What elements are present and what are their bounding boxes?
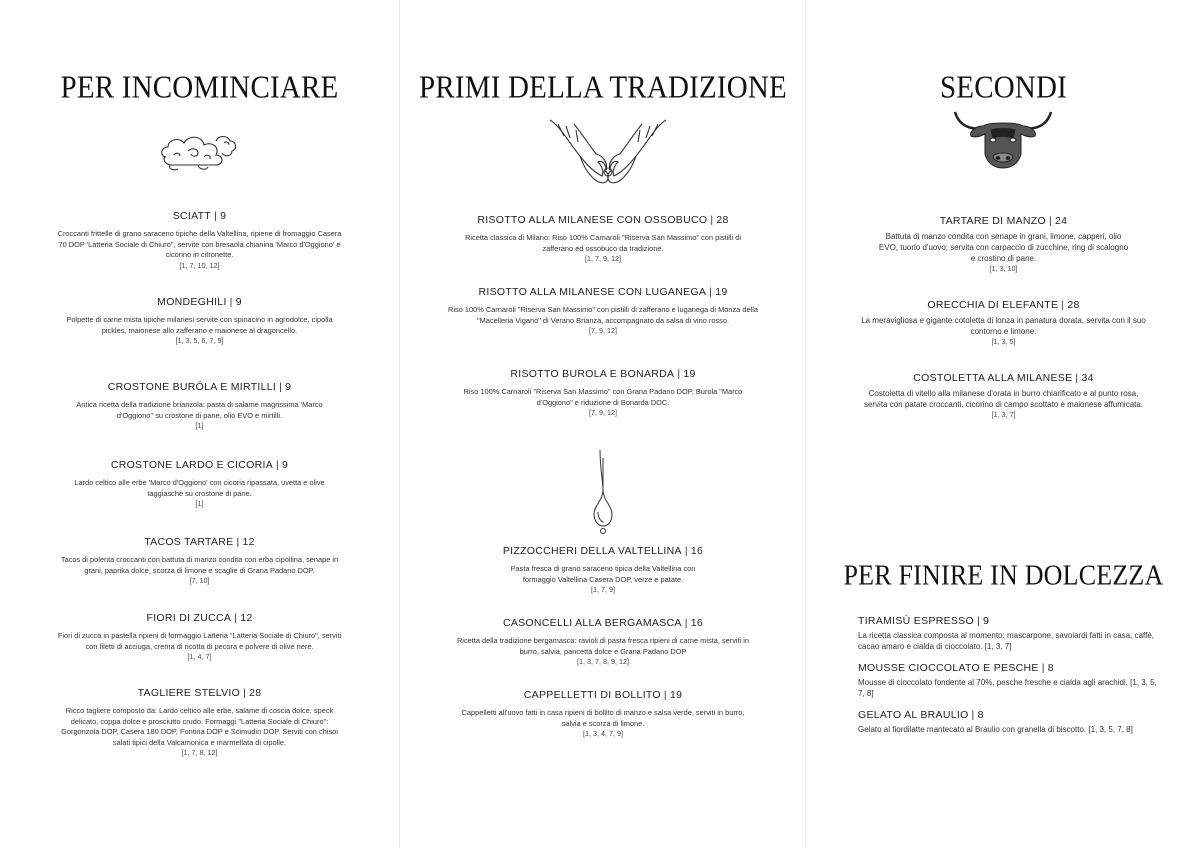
- item-price: 28: [1067, 299, 1080, 311]
- hands-illustration-icon: [546, 116, 670, 190]
- menu-item: [0, 209, 399, 271]
- item-allergens: [1, 3, 5, 6, 7, 9]: [175, 336, 224, 345]
- item-price: 16: [690, 545, 704, 557]
- item-name: TIRAMISÙ ESPRESSO: [858, 615, 974, 627]
- item-price: 12: [242, 536, 255, 548]
- item-description: Polpette di carne mista tipiche milanesi servite con spinacino in agrodolce, cipolla pickles, maionese allo zafferano e maionese al dragoncello.: [66, 315, 333, 335]
- item-description: Pasta fresca di grano saraceno tipica della Valtellina con formaggio Valtellina Casera DOP, verze e patate.: [510, 564, 696, 584]
- menu-item: [806, 214, 1200, 274]
- item-name: RISOTTO BUROLA E BONARDA: [510, 368, 675, 380]
- item-price: 28: [249, 687, 262, 699]
- item-allergens: [1, 7, 9]: [591, 585, 615, 594]
- separator: |: [234, 612, 238, 624]
- dessert-item: [858, 661, 1161, 699]
- menu-item: [400, 688, 806, 739]
- item-name: CROSTONE LARDO E CICORIA: [110, 459, 274, 471]
- separator: |: [214, 210, 218, 222]
- item-name: TACOS TARTARE: [144, 536, 234, 548]
- item-allergens: [1, 7, 8, 12]: [181, 748, 218, 757]
- separator: |: [276, 459, 280, 471]
- item-name: ORECCHIA DI ELEFANTE: [927, 299, 1059, 311]
- item-description: Tacos di polenta croccanti con battuta di manzo condita con erba cipollina, senape in grani, paprika dolce, scorza di limone e scaglie di Grana Padano DOP.: [60, 555, 339, 575]
- section-title: PRIMI DELLA TRADIZIONE: [419, 70, 787, 106]
- item-description: Ricetta classica di Milano: Riso 100% Carnaroli "Riserva San Massimo" con pistilli di zafferano ed ossobuco da tradizione.: [465, 233, 741, 253]
- item-name: CROSTONE BURÓLA E MIRTILLI: [107, 381, 277, 393]
- separator: |: [236, 536, 240, 548]
- separator: |: [229, 296, 233, 308]
- dessert-item: [858, 614, 1161, 652]
- item-allergens: [1, 7, 10, 12]: [179, 260, 220, 270]
- item-allergens: [1, 7, 9, 12]: [585, 254, 621, 263]
- item-price: 19: [683, 368, 696, 380]
- item-description: Fiori di zucca in pastella ripieni di formaggio Latteria "Latteria Sociale di Chiuro", serviti con filetti di acciuga, crema di ricotta di pecora e polvere di olive nere.: [57, 631, 342, 651]
- menu-item: [806, 371, 1200, 420]
- item-price: 9: [282, 459, 289, 471]
- separator: |: [1061, 299, 1065, 311]
- item-description: Lardo celtico alle erbe 'Marco d'Oggiono' con cicoria ripassata, uvetta e olive taggiasche su crostone di pane.: [74, 478, 325, 498]
- item-name: SCIATT: [172, 210, 212, 222]
- item-description: Antica ricetta della tradizione brianzola: pasta di salame magrissima 'Marco d'Oggiono'' su crostone di pane, olio EVO e mirtilli.: [76, 400, 323, 420]
- section-title: SECONDI: [939, 70, 1068, 106]
- item-price: 16: [690, 617, 704, 629]
- item-allergens: [1]: [195, 499, 204, 508]
- item-description: Mousse di cioccolato fondente al 70%, pesche fresche e cialda agli arachidi. [1, 3, 5, 7, 8]: [858, 678, 1157, 698]
- menu-item: [0, 535, 399, 586]
- dessert-section-title: PER FINIRE IN DOLCEZZA: [843, 559, 1164, 592]
- drop-illustration-icon: [590, 448, 616, 534]
- item-description: Riso 100% Carnaroli "Riserva San Massimo" con Grana Padano DOP, Burola "Marco d'Oggiono" e riduzione di Bonarda DOC.: [463, 387, 743, 407]
- item-name: GELATO AL BRAULIO: [858, 709, 969, 721]
- menu-item: [0, 380, 399, 431]
- item-allergens: [1, 3, 10]: [989, 264, 1018, 273]
- bull-head-illustration-icon: [953, 108, 1053, 170]
- item-price: 34: [1081, 372, 1094, 384]
- item-name: CASONCELLI ALLA BERGAMASCA: [502, 617, 682, 629]
- separator: |: [1041, 662, 1045, 674]
- item-name: RISOTTO ALLA MILANESE CON LUGANEGA: [478, 286, 707, 298]
- item-allergens: [1, 4, 7]: [187, 652, 212, 661]
- item-price: 8: [977, 709, 984, 721]
- item-allergens: [1, 3, 7, 8, 9, 12]: [577, 657, 629, 666]
- item-description: Gelato al fiordilatte mantecato al Braulio con granella di biscotto. [1, 3, 5, 7, 8]: [858, 725, 1133, 734]
- item-name: FIORI DI ZUCCA: [146, 612, 232, 624]
- separator: |: [677, 368, 681, 380]
- item-allergens: [7, 9, 12]: [589, 326, 617, 335]
- item-price: 9: [983, 615, 990, 627]
- separator: |: [1075, 372, 1079, 384]
- item-description: Costoletta di vitello alla milanese d'orata in burro chiarificato e al punto rosa, servita con patate croccanti, cicorino di campo scottato e maionese affumicata.: [863, 389, 1144, 409]
- item-description: Ricetta della tradizione bergamasca: ravioli di pasta fresca ripieni di carne mista, serviti in burro, salvia, pancetta dolce e Grana Padano DOP: [456, 636, 750, 656]
- item-price: 19: [669, 689, 683, 701]
- separator: |: [243, 687, 247, 699]
- separator: |: [710, 214, 714, 226]
- item-allergens: [1]: [195, 421, 204, 430]
- menu-item: [0, 611, 399, 662]
- menu-panel-antipasti: [0, 0, 399, 848]
- menu-item: [400, 367, 806, 418]
- item-price: 9: [235, 296, 242, 308]
- item-name: TAGLIERE STELVIO: [137, 687, 241, 699]
- separator: |: [971, 709, 975, 721]
- separator: |: [684, 617, 688, 629]
- separator: |: [976, 615, 980, 627]
- separator: |: [663, 689, 667, 701]
- item-price: 9: [285, 381, 292, 393]
- item-description: Ricco tagliere composto da: Lardo celtico alle erbe, salame di coscia dolce, speck delicato, coppa dolce e prosciutto crudo. Formaggi "Latteria Sociale di Chiuro": Gorgonzola DOP, Casera 180 DOP, Fontina DOP e Scimudin DOP. Serviti con chisoi salati tipici della Valcamonica e marmellata di cipolle.: [61, 706, 338, 747]
- item-allergens: [1, 3, 7]: [991, 410, 1016, 419]
- item-name: TARTARE DI MANZO: [939, 215, 1046, 227]
- item-description: Croccanti frittelle di grano saraceno tipiche della Valtellina, ripiene di fromaggio Casera 70 DOP 'Latteria Sociale di Chiuro'', servite con bresaola chianina 'Marco d'Oggiono' e cicorino in citronette.: [57, 229, 342, 259]
- section-title: PER INCOMINCIARE: [60, 70, 339, 106]
- item-name: RISOTTO ALLA MILANESE CON OSSOBUCO: [477, 214, 708, 226]
- menu-item: [806, 298, 1200, 347]
- item-name: MONDEGHILI: [157, 296, 227, 308]
- menu-item: [0, 686, 399, 758]
- item-description: Cappelletti all'uovo fatti in casa ripieni di bollito di manzo e salsa verde, serviti in burro, salvia e scorza di limone.: [461, 708, 745, 728]
- item-name: PIZZOCCHERI DELLA VALTELLINA: [502, 545, 682, 557]
- item-price: 12: [240, 612, 253, 624]
- separator: |: [1049, 215, 1053, 227]
- menu-item: [400, 213, 806, 264]
- item-allergens: [1, 3, 4, 7, 9]: [583, 729, 623, 738]
- menu-panel-secondi: [805, 0, 1200, 848]
- item-name: CAPPELLETTI DI BOLLITO: [523, 689, 661, 701]
- separator: |: [709, 286, 713, 298]
- separator: |: [279, 381, 283, 393]
- item-description: Battuta di manzo condita con senape in grani, limone, capperi, olio EVO, tuorlo d'uovo; servita con carpaccio di zucchine, ring di scalogno e crostino di pane.: [878, 232, 1129, 263]
- item-price: 19: [715, 286, 728, 298]
- item-price: 8: [1047, 662, 1054, 674]
- menu-panel-primi: [399, 0, 806, 848]
- item-price: 28: [716, 214, 729, 226]
- dessert-item: [858, 708, 1161, 735]
- item-allergens: [7, 9, 12]: [589, 408, 617, 417]
- item-allergens: [1, 3, 5]: [991, 337, 1016, 346]
- item-allergens: [7, 10]: [189, 576, 210, 585]
- item-description: La ricetta classica composta al momento: mascarpone, savoiardi fatti in casa, caffè, cacao amaro e cialda di cioccolato. [1, 3, 7]: [858, 631, 1154, 651]
- item-description: Riso 100% Carnaroli "Riserva San Massimo" con pistilli di zafferano e luganega di Monza della "Macelleria Viganò" di Verano Brianza, accompagnato da salsa di vino rosso.: [448, 305, 758, 325]
- separator: |: [684, 545, 688, 557]
- item-description: La meravigliosa e gigante cotoletta di lonza in panatura dorata, servita con il suo contorno e limone.: [861, 316, 1146, 336]
- item-name: COSTOLETTA ALLA MILANESE: [913, 372, 1073, 384]
- menu-item: [0, 295, 399, 346]
- menu-item: [400, 285, 806, 336]
- item-price: 24: [1055, 215, 1068, 227]
- menu-item: [400, 616, 806, 667]
- item-price: 9: [220, 210, 227, 222]
- cloud-illustration-icon: [158, 127, 240, 173]
- menu-item: [400, 544, 806, 595]
- menu-item: [0, 458, 399, 509]
- item-name: MOUSSE CIOCCOLATO E PESCHE: [858, 662, 1039, 674]
